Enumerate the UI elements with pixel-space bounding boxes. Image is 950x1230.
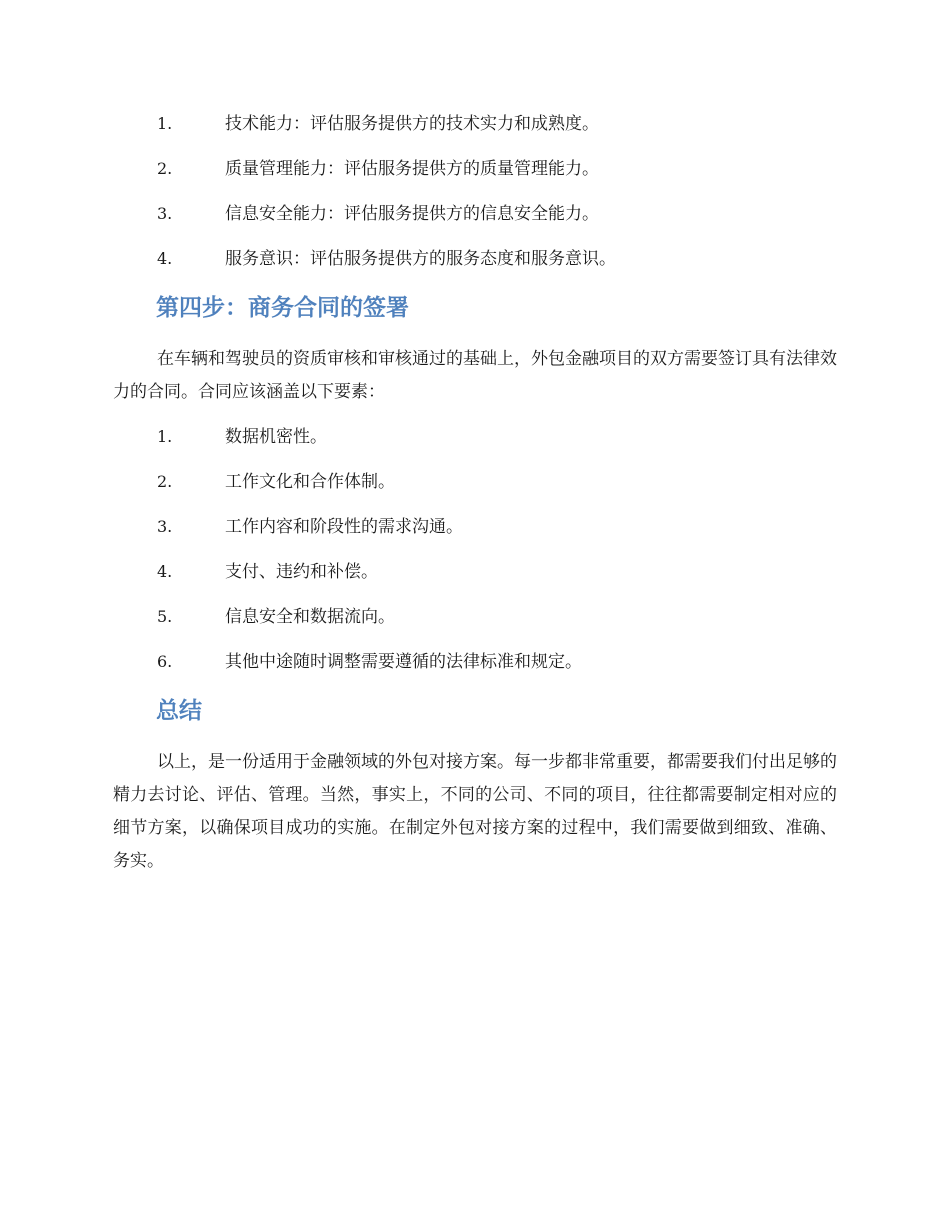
section-heading-contract: 第四步：商务合同的签署	[156, 295, 409, 321]
list-item-number: 3.	[157, 517, 173, 536]
list-item	[0, 425, 950, 470]
list-item-text: 其他中途随时调整需要遵循的法律标准和规定。	[225, 652, 582, 672]
list-item	[0, 202, 950, 247]
list-item-number: 5.	[157, 607, 173, 626]
list-item	[0, 470, 950, 515]
list-item-number: 6.	[157, 652, 173, 671]
summary-paragraph: 以上，是一份适用于金融领域的外包对接方案。每一步都非常重要，都需要我们付出足够的精力去讨论、评估、管理。当然，事实上，不同的公司、不同的项目，往往都需要制定相对应的细节方案，以确保项目成功的实施。在制定外包对接方案的过程中，我们需要做到细致、准确、务实。	[113, 752, 837, 871]
list-item	[0, 112, 950, 157]
contract-elements-list	[0, 425, 950, 695]
list-item-text: 技术能力：评估服务提供方的技术实力和成熟度。	[225, 114, 599, 134]
list-item-text: 支付、违约和补偿。	[225, 562, 378, 582]
list-item-text: 数据机密性。	[225, 427, 327, 447]
list-item	[0, 157, 950, 202]
list-item-number: 1.	[157, 427, 173, 446]
list-item-number: 1.	[157, 114, 173, 133]
list-item	[0, 247, 950, 292]
contract-intro-paragraph: 在车辆和驾驶员的资质审核和审核通过的基础上，外包金融项目的双方需要签订具有法律效力的合同。合同应该涵盖以下要素：	[113, 349, 837, 402]
list-item-number: 3.	[157, 204, 173, 223]
list-item	[0, 650, 950, 695]
list-item-text: 服务意识：评估服务提供方的服务态度和服务意识。	[225, 249, 616, 269]
list-item	[0, 560, 950, 605]
list-item-number: 4.	[157, 562, 173, 581]
list-item	[0, 515, 950, 560]
list-item-number: 2.	[157, 472, 173, 491]
list-item-text: 质量管理能力：评估服务提供方的质量管理能力。	[225, 159, 599, 179]
list-item-text: 信息安全能力：评估服务提供方的信息安全能力。	[225, 204, 599, 224]
list-item-number: 2.	[157, 159, 173, 178]
list-item	[0, 605, 950, 650]
list-item-text: 信息安全和数据流向。	[225, 607, 395, 627]
list-item-text: 工作文化和合作体制。	[225, 472, 395, 492]
evaluation-criteria-list	[0, 112, 950, 292]
list-item-number: 4.	[157, 249, 173, 268]
list-item-text: 工作内容和阶段性的需求沟通。	[225, 517, 463, 537]
section-heading-summary: 总结	[156, 698, 202, 724]
